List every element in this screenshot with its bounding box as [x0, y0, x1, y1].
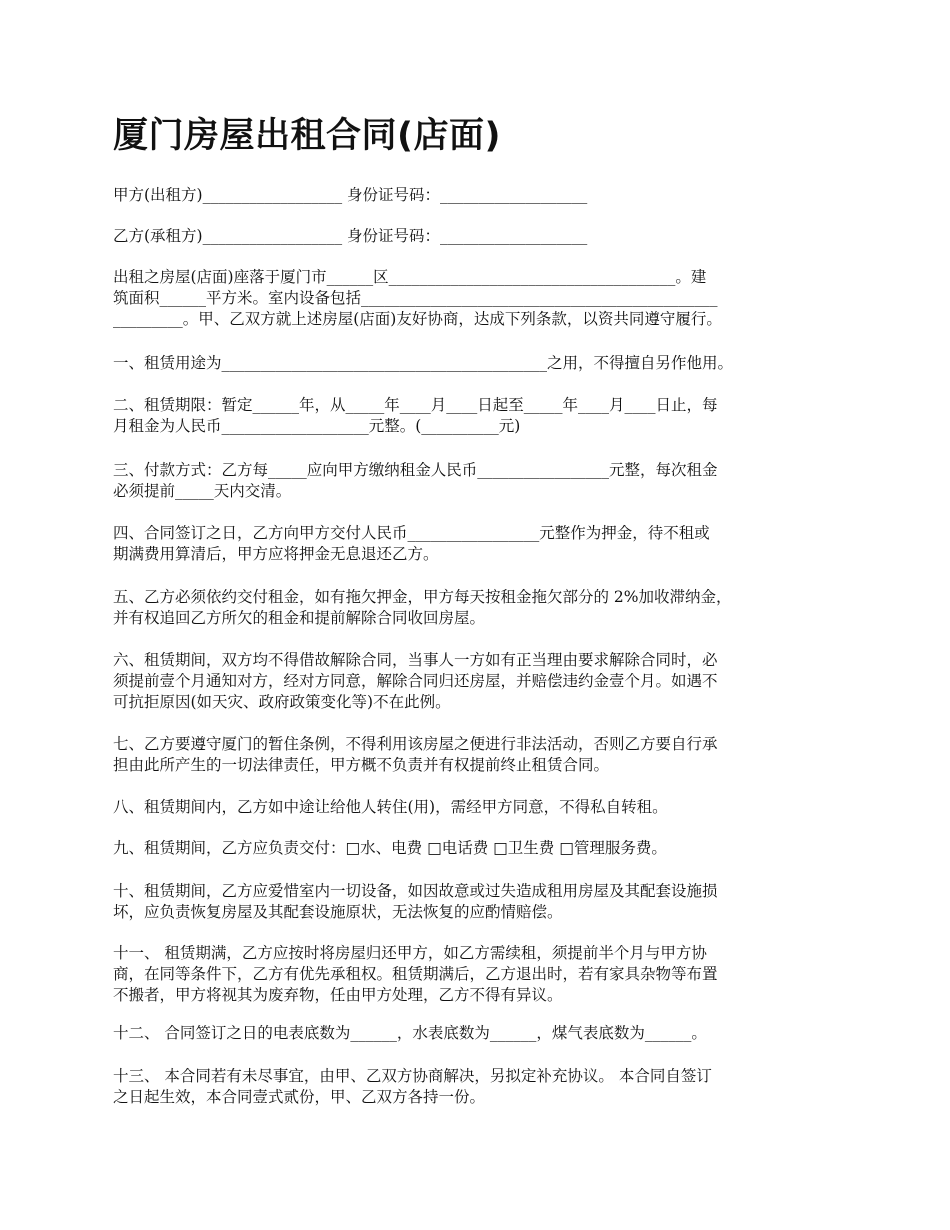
text-line: 十、租赁期间，乙方应爱惜室内一切设备，如因故意或过失造成租用房屋及其配套设施损	[113, 882, 718, 900]
document-title: 厦门房屋出租合同(店面)	[113, 116, 501, 156]
text-line: 担由此所产生的一切法律责任，甲方概不负责并有权提前终止租赁合同。	[113, 756, 610, 774]
text-line: 五、乙方必须依约交付租金，如有拖欠押金，甲方每天按租金拖欠部分的 2%加收滞纳金，	[113, 588, 732, 606]
text-line: 十二、 合同签订之日的电表底数为______，水表底数为______，煤气表底数为______。	[113, 1024, 707, 1042]
text-line: 坏，应负责恢复房屋及其配套设施原状，无法恢复的应酌情赔偿。	[113, 903, 563, 921]
text-line: 六、租赁期间，双方均不得借故解除合同，当事人一方如有正当理由要求解除合同时，必	[113, 651, 718, 669]
text-line: _________。甲、乙双方就上述房屋(店面)友好协商，达成下列条款，以资共同遵守履行。	[113, 310, 722, 328]
premises-paragraph	[113, 267, 853, 330]
clause-7	[113, 734, 853, 776]
text-line: 并有权追回乙方所欠的租金和提前解除合同收回房屋。	[113, 609, 486, 627]
text-line: 筑面积______平方米。室内设备包括______________________________________________	[113, 289, 718, 307]
clause-2	[113, 395, 853, 437]
text-line: 出租之房屋(店面)座落于厦门市______区_____________________________________。建	[113, 268, 707, 286]
clause-11	[113, 943, 853, 1006]
clause-13	[113, 1066, 853, 1108]
text-line: 十三、 本合同若有未尽事宜，由甲、乙双方协商解决，另拟定补充协议。 本合同自签订	[113, 1067, 712, 1085]
clause-5	[113, 587, 853, 629]
clause-4	[113, 523, 853, 565]
party-a-line	[113, 185, 853, 206]
text-line: 九、租赁期间，乙方应负责交付：□水、电费 □电话费 □卫生费 □管理服务费。	[113, 839, 667, 857]
clause-9	[113, 838, 853, 859]
clause-3	[113, 460, 853, 502]
clause-8	[113, 797, 853, 818]
text-line: 可抗拒原因(如天灾、政府政策变化等)不在此例。	[113, 693, 451, 711]
text-line: 一、租赁用途为__________________________________________之用，不得擅自另作他用。	[113, 354, 734, 372]
text-line: 月租金为人民币___________________元整。(__________元)	[113, 417, 521, 435]
text-line: 甲方(出租方)__________________ 身份证号码：___________________	[113, 186, 588, 204]
clause-10	[113, 881, 853, 923]
text-line: 三、付款方式：乙方每_____应向甲方缴纳租金人民币_________________元整，每次租金	[113, 461, 718, 479]
text-line: 八、租赁期间内，乙方如中途让给他人转住(用)，需经甲方同意，不得私自转租。	[113, 798, 668, 816]
text-line: 之日起生效，本合同壹式贰份，甲、乙双方各持一份。	[113, 1088, 486, 1106]
clause-12	[113, 1023, 853, 1044]
clause-1	[113, 353, 853, 374]
text-line: 乙方(承租方)__________________ 身份证号码：___________________	[113, 227, 588, 245]
text-line: 二、租赁期限：暂定______年，从_____年____月____日起至_____年____月____日止，每	[113, 396, 718, 414]
clause-6	[113, 650, 853, 713]
text-line: 期满费用算清后，甲方应将押金无息退还乙方。	[113, 545, 439, 563]
text-line: 不搬者，甲方将视其为废弃物，任由甲方处理，乙方不得有异议。	[113, 986, 563, 1004]
text-line: 必须提前_____天内交清。	[113, 482, 292, 500]
text-line: 十一、 租赁期满，乙方应按时将房屋归还甲方，如乙方需续租，须提前半个月与甲方协	[113, 944, 707, 962]
text-line: 须提前壹个月通知对方，经对方同意，解除合同归还房屋，并赔偿违约金壹个月。如遇不	[113, 672, 718, 690]
text-line: 四、合同签订之日，乙方向甲方交付人民币_________________元整作为押金，待不租或	[113, 524, 710, 542]
text-line: 七、乙方要遵守厦门的暂住条例，不得利用该房屋之便进行非法活动，否则乙方要自行承	[113, 735, 718, 753]
text-line: 商，在同等条件下，乙方有优先承租权。租赁期满后，乙方退出时，若有家具杂物等布置	[113, 965, 718, 983]
party-b-line	[113, 226, 853, 247]
